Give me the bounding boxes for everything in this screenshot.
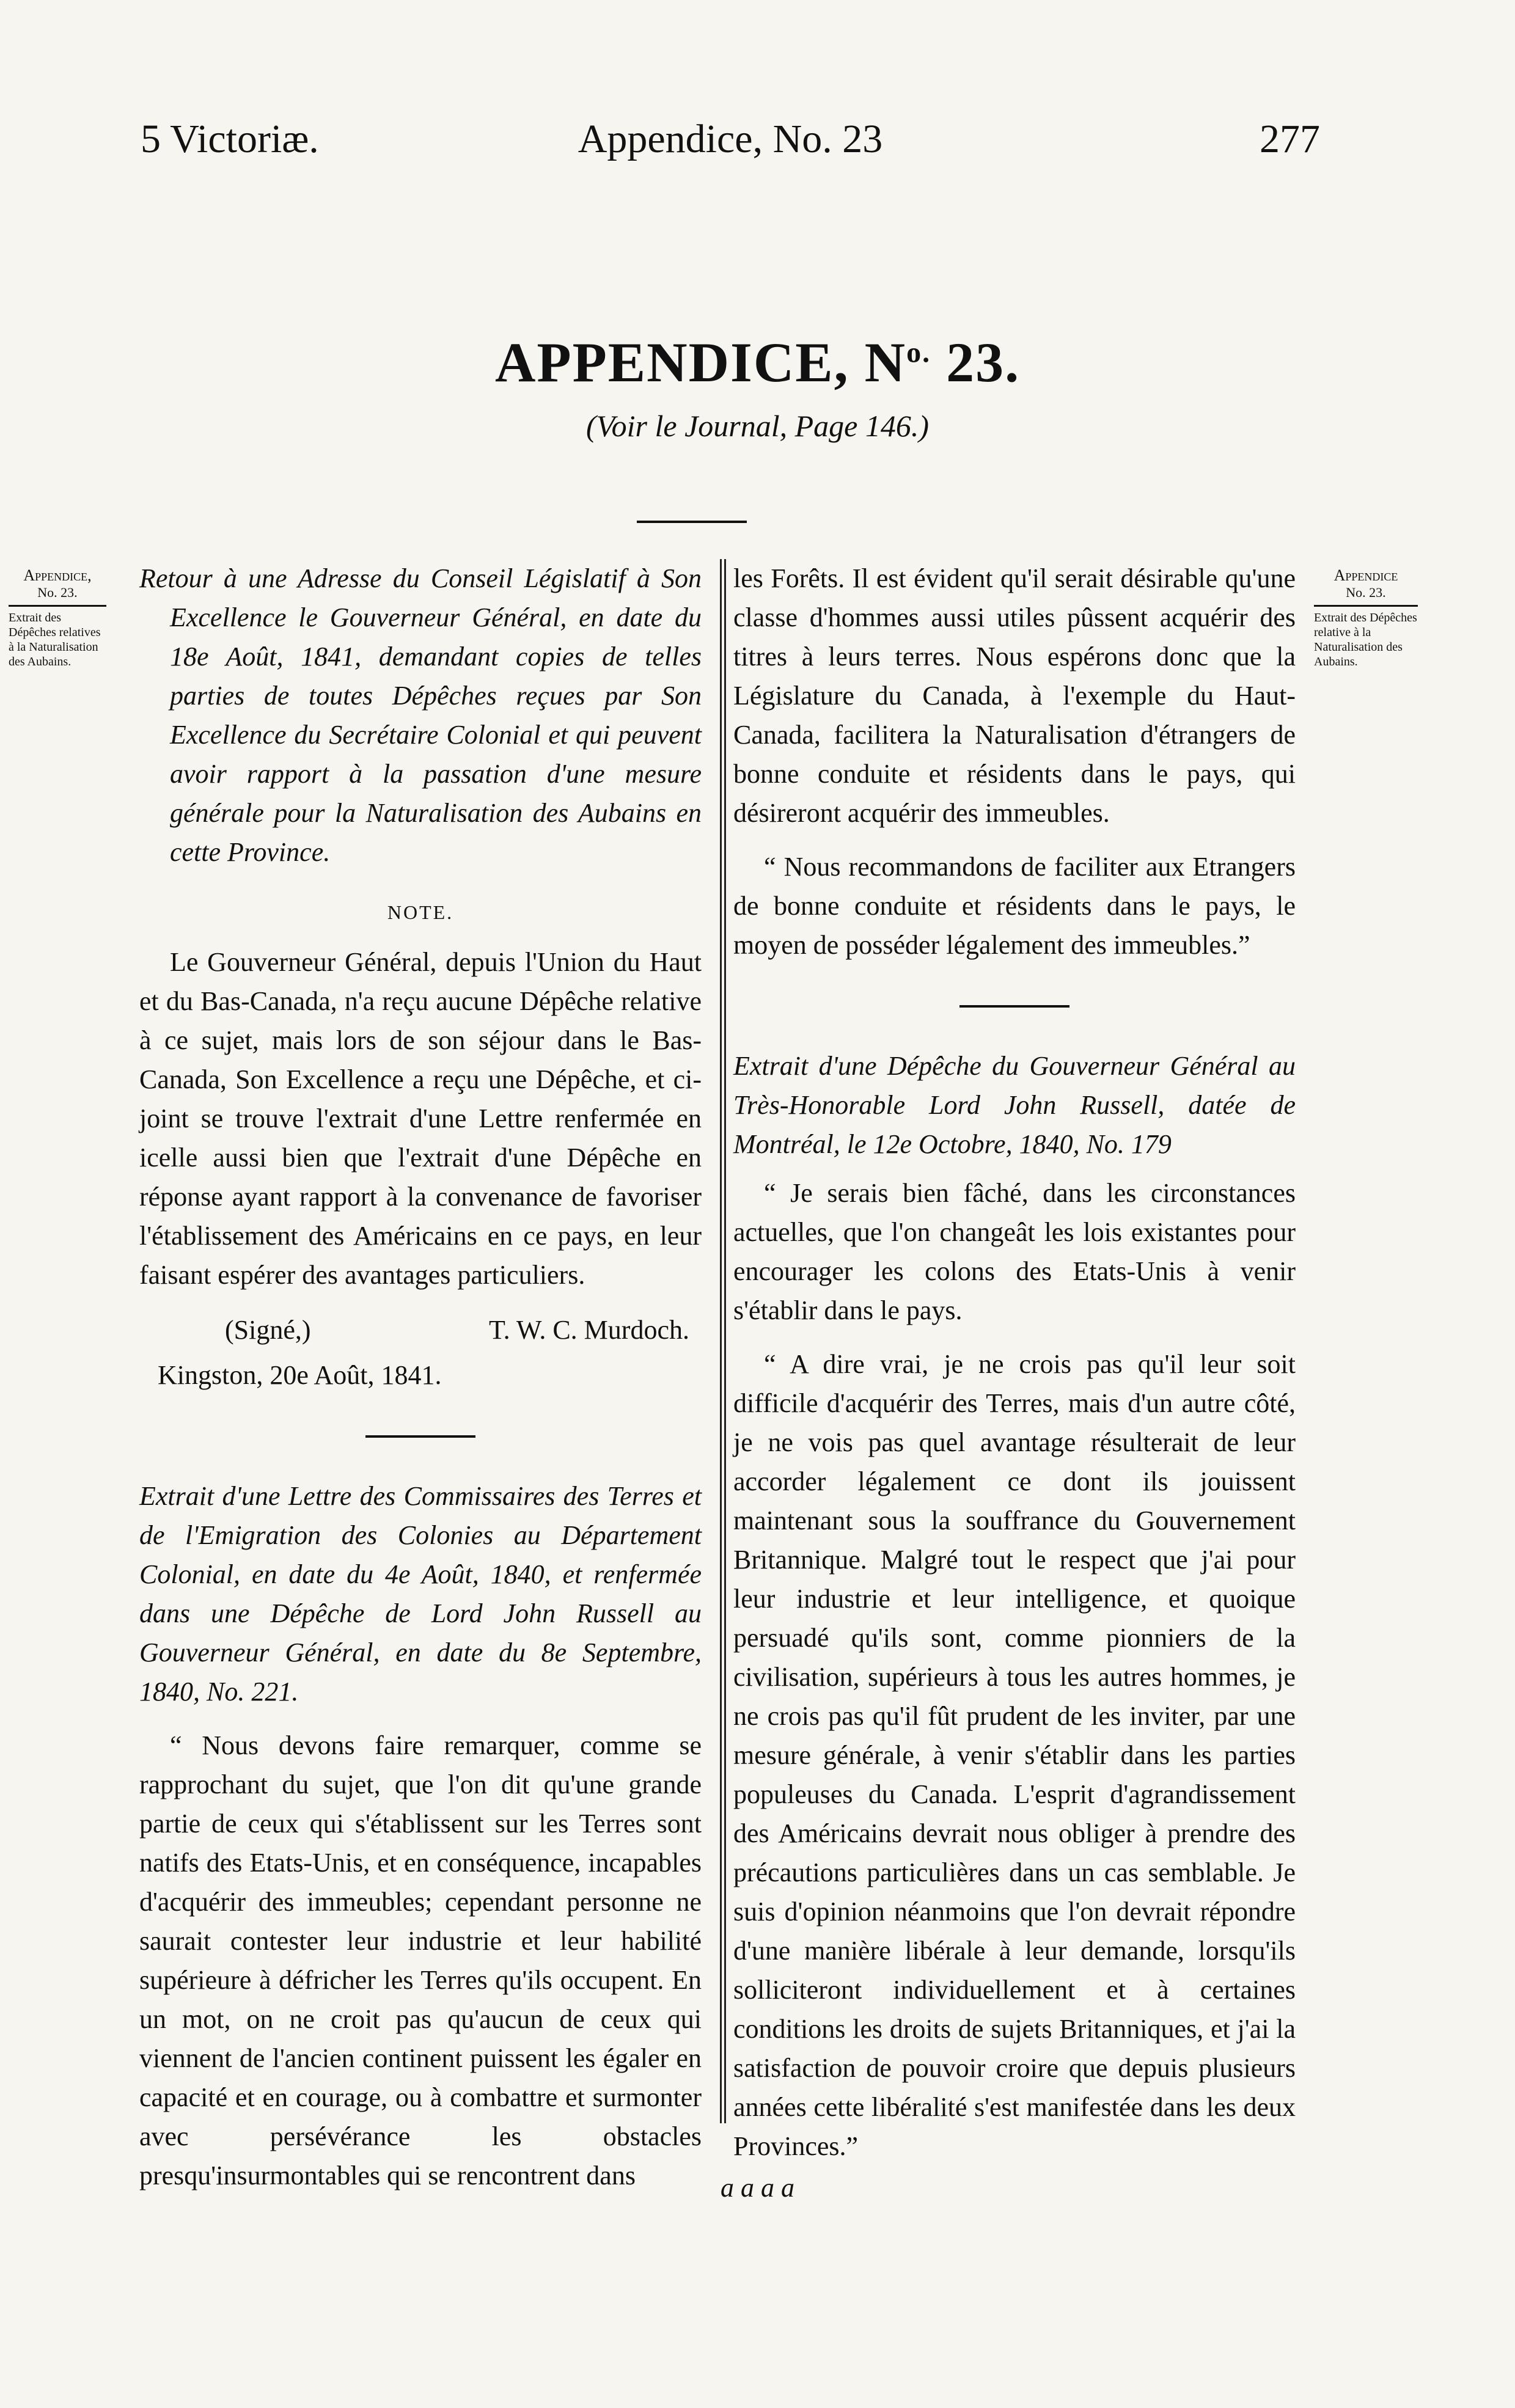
extract-heading: Extrait d'une Dépêche du Gouverneur Général au Très-Honorable Lord John Russell, datée de Montréal, le 12e Octobre, 1840, No. 179 bbox=[733, 1051, 1296, 1159]
margin-note-rule bbox=[9, 605, 106, 607]
signature-line bbox=[139, 1311, 702, 1350]
signatory-name: T. W. C. Murdoch. bbox=[489, 1315, 689, 1345]
margin-note-number: No. 23. bbox=[37, 585, 78, 600]
header-appendix: Appendice, No. 23 bbox=[578, 117, 883, 161]
title-main: APPENDICE, N bbox=[494, 331, 907, 393]
dispatch-paragraph-2: “ A dire vrai, je ne crois pas qu'il leur soit difficile d'acquérir des Terres, mais d'un autre côté, je ne vois pas quel avantage résulterait de leur accorder légalement ce dont ils jouissent maintenant sous la souffrance du Gouvernement Britannique. Malgré tout le respect que j'ai pour leur industrie et leur intelligence, et quoique persuadé qu'ils sont, comme pionniers de la civilisation, supérieurs à tous les autres hommes, je ne crois pas qu'il fût prudent de les inviter, par une mesure générale, à venir s'établir dans les parties populeuses du Canada. L'esprit d'agrandissement des Américains devrait nous obliger à prendre des précautions particulières dans un cas semblable. Je suis d'opinion néanmoins que l'on devrait répondre d'une manière libérale à leur demande, lorsqu'ils solliciteront individuellement et à certaines conditions les droits de sujets Britanniques, et j'ai la satisfaction de pouvoir croire que depuis plusieurs années cette libéralité s'est manifestée dans les deux Provinces.” bbox=[733, 1349, 1296, 2161]
title-rule bbox=[637, 521, 747, 523]
page-title bbox=[0, 330, 1515, 395]
left-column bbox=[139, 559, 702, 2195]
note-heading: NOTE. bbox=[387, 901, 454, 923]
continuation-paragraph: les Forêts. Il est évident qu'il serait désirable qu'une classe d'hommes aussi utiles pûssent acquérir des titres à leurs terres. Nous espérons donc que la Législature du Canada, à l'exemple du Haut-Canada, facilitera la Naturalisation d'étrangers de bonne conduite et résidents dans le pays, qui désireront acquérir des immeubles. bbox=[733, 563, 1296, 828]
journal-reference: (Voir le Journal, Page 146.) bbox=[585, 409, 929, 443]
recommendation-paragraph: “ Nous recommandons de faciliter aux Etrangers de bonne conduite et résidents dans le pays, le moyen de posséder légalement des immeubles.” bbox=[733, 852, 1296, 960]
title-superscript: o. bbox=[906, 336, 931, 369]
margin-note-head: Appendice, bbox=[23, 566, 92, 584]
margin-note-body: Extrait des Dépêches relatives à la Naturalisation des Aubains. bbox=[9, 611, 101, 668]
margin-note-right bbox=[1314, 567, 1418, 669]
margin-note-head: Appendice bbox=[1333, 566, 1398, 584]
margin-note-number: No. 23. bbox=[1346, 585, 1386, 600]
margin-note-body: Extrait des Dépêches relative à la Naturalisation des Aubains. bbox=[1314, 611, 1417, 668]
note-body: Le Gouverneur Général, depuis l'Union du Haut et du Bas-Canada, n'a reçu aucune Dépêche relative à ce sujet, mais lors de son séjour dans le Bas-Canada, Son Excellence a reçu une Dépêche, et ci-joint se trouve l'extrait d'une Lettre renfermée en icelle aussi bien que l'extrait d'une Dépêche en réponse ayant rapport à la convenance de favoriser l'établissement des Américains en ce pays, en leur faisant espérer des avantages particuliers. bbox=[139, 947, 702, 1290]
section-rule bbox=[959, 1005, 1069, 1008]
running-head bbox=[141, 116, 1320, 177]
section-rule bbox=[365, 1435, 475, 1438]
margin-note-rule bbox=[1314, 605, 1418, 607]
extract-heading: Extrait d'une Lettre des Commissaires des Terres et de l'Emigration des Colonies au Département Colonial, en date du 4e Août, 1840, et renfermée dans une Dépêche de Lord John Russell au Gouverneur Général, en date du 8e Septembre, 1840, No. 221. bbox=[139, 1481, 702, 1707]
title-number: 23. bbox=[931, 331, 1021, 393]
extract-body: “ Nous devons faire remarquer, comme se rapprochant du sujet, que l'on dit qu'une grande partie de ceux qui s'établissent sur les Terres sont natifs des Etats-Unis, et en conséquence, incapables d'acquérir des immeubles; cependant personne ne saurait contester leur industrie et leur habilité supérieure à défricher les Terres qu'ils occupent. En un mot, on ne croit pas qu'aucun de ceux qui viennent de l'ancien continent puissent les égaler en capacité et en courage, ou à combattre et surmonter avec persévérance les obstacles presqu'insurmontables qui se rencontrent dans bbox=[139, 1730, 702, 2190]
page-number: 277 bbox=[1260, 117, 1320, 161]
header-session: 5 Victoriæ. bbox=[141, 117, 319, 161]
printer-signature-mark: a a a a bbox=[721, 2173, 794, 2203]
margin-note-left bbox=[9, 567, 106, 669]
dispatch-paragraph-1: “ Je serais bien fâché, dans les circonstances actuelles, que l'on changeât les lois existantes pour encourager les colons des Etats-Unis à venir s'établir dans le pays. bbox=[733, 1178, 1296, 1325]
right-column bbox=[733, 559, 1296, 2166]
return-title: Retour à une Adresse du Conseil Législatif à Son Excellence le Gouverneur Général, en date du 18e Août, 1841, demandant copies de telles parties de toutes Dépêches reçues par Son Excellence du Secrétaire Colonial et qui peuvent avoir rapport à la passation d'une mesure générale pour la Naturalisation des Aubains en cette Province. bbox=[139, 563, 702, 867]
column-divider bbox=[720, 559, 726, 2123]
place-date: Kingston, 20e Août, 1841. bbox=[158, 1360, 442, 1390]
signed-label: (Signé,) bbox=[225, 1315, 311, 1345]
